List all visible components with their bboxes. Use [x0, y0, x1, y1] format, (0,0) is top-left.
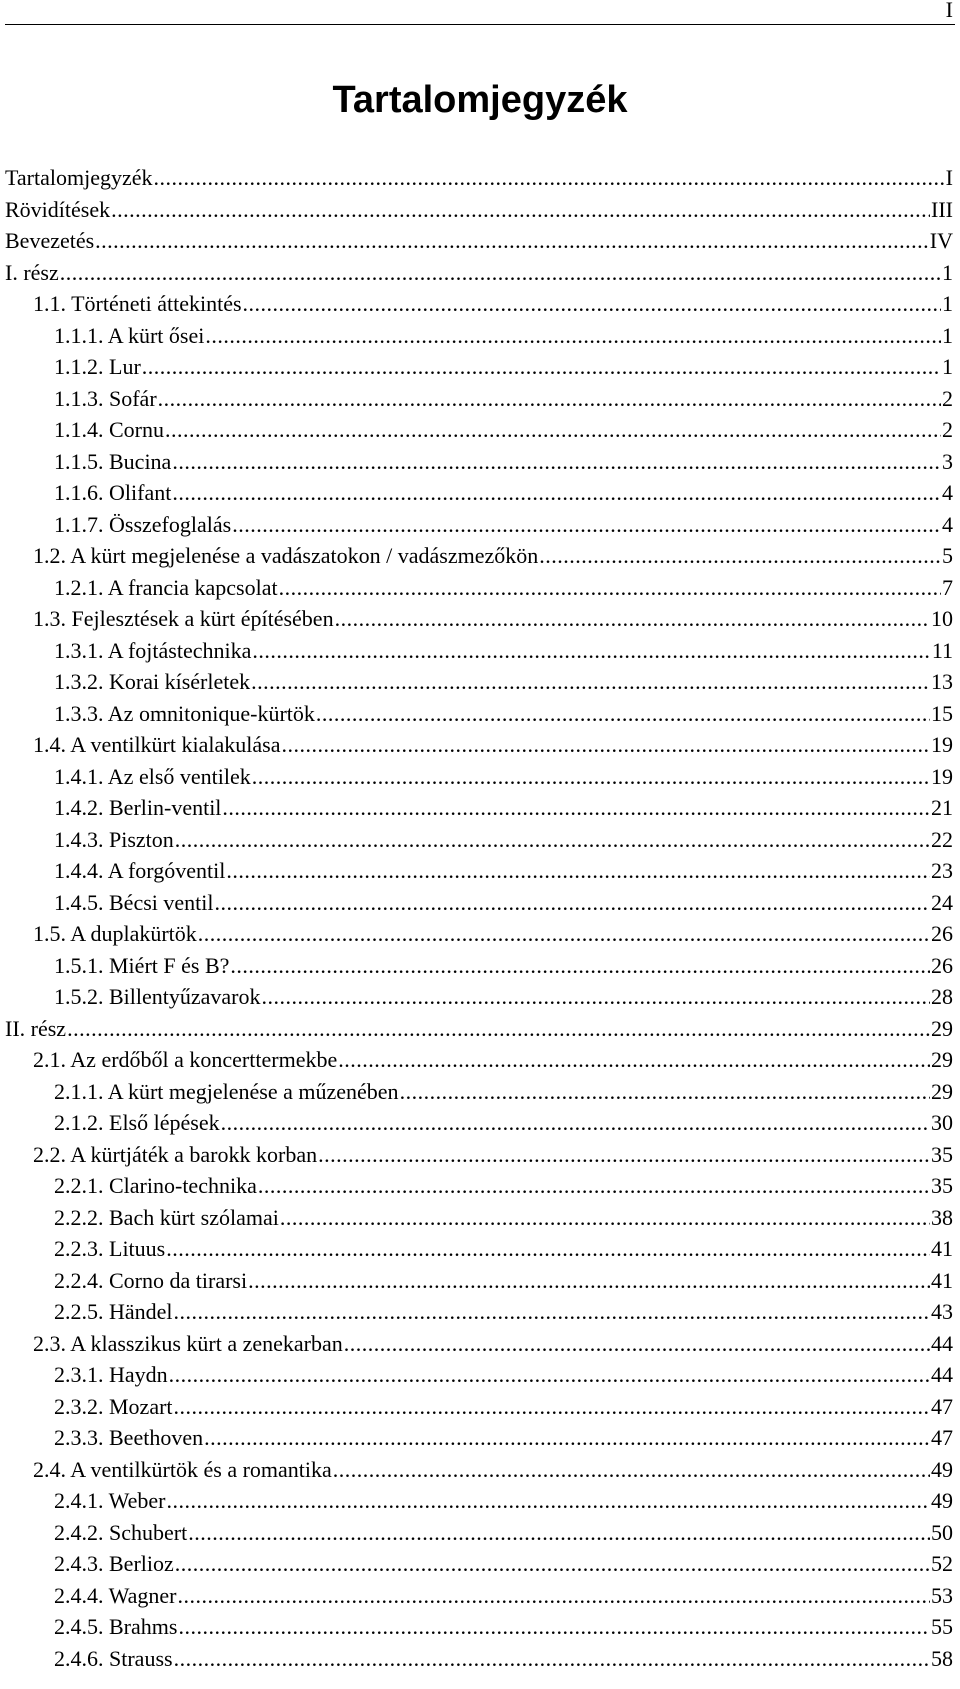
toc-entry-page: 49 — [931, 1456, 953, 1482]
toc-entry-page: 29 — [931, 1078, 953, 1104]
toc-entry[interactable] — [5, 666, 953, 698]
dot-leader — [142, 351, 941, 383]
dot-leader — [95, 225, 929, 257]
toc-entry[interactable] — [5, 194, 953, 226]
toc-entry-page: 1 — [942, 354, 953, 379]
toc-entry-page: 3 — [942, 448, 953, 474]
page-title: Tartalomjegyzék — [332, 79, 628, 121]
toc-entry-label: 1.4. A ventilkürt kialakulása — [33, 732, 281, 757]
toc-entry-label: 1.4.4. A forgóventil — [54, 858, 226, 883]
toc-entry-label: Bevezetés — [5, 228, 95, 253]
toc-entry-page: 44 — [931, 1330, 953, 1356]
dot-leader — [539, 540, 941, 572]
dot-leader — [400, 1076, 930, 1108]
dot-leader — [281, 729, 930, 761]
toc-entry-label: 2.1.1. A kürt megjelenése a műzenében — [54, 1078, 399, 1104]
toc-entry-label: 1.2.1. A francia kapcsolat — [54, 574, 278, 600]
dot-leader — [67, 1013, 930, 1045]
dot-leader — [178, 1611, 930, 1643]
toc-entry-page: 55 — [931, 1614, 953, 1639]
toc-entry[interactable] — [5, 1643, 953, 1675]
toc-entry-label: 1.1.5. Bucina — [54, 448, 172, 474]
dot-leader — [248, 1265, 930, 1297]
toc-entry[interactable] — [5, 950, 953, 982]
toc-entry-label: 2.4.1. Weber — [54, 1488, 166, 1513]
dot-leader — [175, 824, 930, 856]
toc-entry-page: 28 — [931, 984, 953, 1009]
toc-entry[interactable] — [5, 572, 953, 604]
toc-entry-page: 43 — [931, 1299, 953, 1324]
toc-entry-page: 19 — [931, 763, 953, 789]
toc-entry-page: 15 — [931, 700, 953, 726]
toc-entry-label: Rövidítések — [5, 196, 111, 222]
toc-entry-label: 2.3. A klasszikus kürt a zenekarban — [33, 1330, 343, 1356]
table-of-contents — [5, 162, 953, 1674]
toc-entry[interactable] — [5, 761, 953, 793]
toc-entry-page: 47 — [931, 1393, 953, 1419]
dot-leader — [243, 288, 941, 320]
toc-entry[interactable] — [5, 1107, 953, 1139]
dot-leader — [174, 1296, 930, 1328]
toc-entry[interactable] — [5, 446, 953, 478]
toc-entry-label: 1.5. A duplakürtök — [33, 921, 197, 946]
toc-entry-page: 26 — [931, 952, 953, 978]
dot-leader — [177, 1580, 930, 1612]
toc-entry-page: 53 — [931, 1582, 953, 1608]
toc-entry[interactable] — [5, 414, 953, 446]
toc-entry-page: 5 — [942, 543, 953, 568]
toc-entry-page: 30 — [931, 1110, 953, 1135]
dot-leader — [158, 383, 941, 415]
toc-entry[interactable] — [5, 1076, 953, 1108]
toc-entry[interactable] — [5, 509, 953, 541]
toc-entry-page: 29 — [931, 1015, 953, 1041]
toc-entry[interactable] — [5, 603, 953, 635]
toc-entry[interactable] — [5, 257, 953, 289]
toc-entry[interactable] — [5, 1517, 953, 1549]
toc-entry-label: 1.4.5. Bécsi ventil — [54, 889, 214, 915]
toc-entry[interactable] — [5, 855, 953, 887]
toc-entry-page: 11 — [931, 637, 953, 663]
toc-entry[interactable] — [5, 1265, 953, 1297]
dot-leader — [166, 1233, 930, 1265]
dot-leader — [333, 1454, 930, 1486]
toc-entry[interactable] — [5, 288, 953, 320]
dot-leader — [198, 918, 930, 950]
toc-entry-page: 47 — [931, 1425, 953, 1450]
toc-entry-label: 2.1.2. Első lépések — [54, 1110, 220, 1135]
dot-leader — [154, 162, 945, 194]
toc-entry[interactable] — [5, 1580, 953, 1612]
dot-leader — [188, 1517, 930, 1549]
dot-leader — [169, 1359, 930, 1391]
toc-entry-label: 1.5.2. Billentyűzavarok — [54, 984, 261, 1009]
toc-entry-label: 2.4.4. Wagner — [54, 1582, 177, 1608]
toc-entry-label: 1.1.4. Cornu — [54, 417, 164, 442]
toc-entry-label: 2.1. Az erdőből a koncerttermekbe — [33, 1047, 338, 1072]
toc-entry-label: 2.4.2. Schubert — [54, 1519, 188, 1545]
page-header — [5, 0, 955, 25]
toc-entry-label: 2.2. A kürtjáték a barokk korban — [33, 1141, 318, 1167]
dot-leader — [232, 509, 941, 541]
toc-entry[interactable] — [5, 1296, 953, 1328]
toc-entry-page: 22 — [931, 826, 953, 852]
toc-entry-label: 1.3. Fejlesztések a kürt építésében — [33, 606, 334, 631]
toc-entry-label: 2.3.3. Beethoven — [54, 1425, 204, 1450]
toc-entry-label: 2.2.1. Clarino-technika — [54, 1173, 257, 1198]
toc-entry-page: 29 — [931, 1047, 953, 1072]
toc-entry-label: 1.2. A kürt megjelenése a vadászatokon / vadászmezőkön — [33, 543, 539, 568]
toc-entry[interactable] — [5, 1233, 953, 1265]
dot-leader — [111, 194, 930, 226]
toc-entry-label: 2.3.1. Haydn — [54, 1362, 168, 1387]
toc-entry-page: I — [945, 165, 953, 190]
dot-leader — [344, 1328, 930, 1360]
toc-entry-label: 1.4.1. Az első ventilek — [54, 763, 251, 789]
toc-entry[interactable] — [5, 918, 953, 950]
toc-entry-page: 21 — [931, 795, 953, 820]
toc-entry-page: 41 — [931, 1267, 953, 1293]
toc-entry-page: 26 — [931, 921, 953, 946]
toc-entry-label: 1.1. Történeti áttekintés — [33, 291, 242, 316]
toc-entry-label: 2.2.3. Lituus — [54, 1236, 166, 1261]
toc-entry-label: 1.3.3. Az omnitonique-kürtök — [54, 700, 315, 726]
dot-leader — [174, 1391, 930, 1423]
toc-entry-page: 35 — [931, 1141, 953, 1167]
dot-leader — [172, 477, 941, 509]
toc-entry-label: Tartalomjegyzék — [5, 165, 153, 190]
dot-leader — [172, 446, 941, 478]
toc-entry-label: 2.4.3. Berlioz — [54, 1551, 174, 1576]
toc-entry[interactable] — [5, 477, 953, 509]
toc-entry-page: 44 — [931, 1362, 953, 1387]
dot-leader — [316, 698, 930, 730]
toc-entry-label: 1.1.2. Lur — [54, 354, 141, 379]
dot-leader — [279, 572, 941, 604]
toc-entry-label: 1.1.3. Sofár — [54, 385, 157, 411]
toc-entry-page: 13 — [931, 669, 953, 694]
toc-entry[interactable] — [5, 1485, 953, 1517]
toc-entry[interactable] — [5, 729, 953, 761]
toc-entry-page: 52 — [931, 1551, 953, 1576]
toc-entry-page: 10 — [931, 606, 953, 631]
toc-entry-page: 23 — [931, 858, 953, 883]
toc-entry-label: 1.1.7. Összefoglalás — [54, 511, 232, 537]
dot-leader — [205, 320, 941, 352]
toc-entry[interactable] — [5, 1170, 953, 1202]
toc-entry-page: 1 — [942, 322, 953, 348]
toc-entry[interactable] — [5, 1391, 953, 1423]
dot-leader — [252, 635, 930, 667]
dot-leader — [175, 1548, 930, 1580]
dot-leader — [60, 257, 941, 289]
toc-entry-label: 2.2.5. Händel — [54, 1299, 173, 1324]
dot-leader — [280, 1202, 930, 1234]
toc-entry[interactable] — [5, 383, 953, 415]
dot-leader — [258, 1170, 930, 1202]
toc-entry[interactable] — [5, 1454, 953, 1486]
toc-entry-label: 2.4.5. Brahms — [54, 1614, 178, 1639]
toc-entry[interactable] — [5, 887, 953, 919]
toc-entry-label: 2.2.2. Bach kürt szólamai — [54, 1204, 279, 1230]
toc-entry-label: 1.3.2. Korai kísérletek — [54, 669, 251, 694]
dot-leader — [335, 603, 930, 635]
toc-entry-page: III — [931, 196, 953, 222]
toc-entry[interactable] — [5, 698, 953, 730]
toc-entry-page: 19 — [931, 732, 953, 757]
toc-entry-page: 4 — [942, 480, 953, 505]
dot-leader — [174, 1643, 930, 1675]
dot-leader — [204, 1422, 930, 1454]
dot-leader — [262, 981, 930, 1013]
toc-entry[interactable] — [5, 1044, 953, 1076]
dot-leader — [318, 1139, 930, 1171]
toc-entry[interactable] — [5, 1328, 953, 1360]
dot-leader — [165, 414, 941, 446]
toc-entry-label: 1.3.1. A fojtástechnika — [54, 637, 252, 663]
toc-entry[interactable] — [5, 351, 953, 383]
toc-entry[interactable] — [5, 1548, 953, 1580]
toc-entry-page: 1 — [942, 259, 953, 285]
page-number: I — [945, 0, 953, 22]
toc-entry-page: 38 — [931, 1204, 953, 1230]
toc-entry-label: 1.1.1. A kürt ősei — [54, 322, 205, 348]
dot-leader — [166, 1485, 930, 1517]
toc-entry-page: 7 — [942, 574, 953, 600]
toc-entry-label: 1.4.2. Berlin-ventil — [54, 795, 222, 820]
toc-entry-page: 2 — [942, 417, 953, 442]
dot-leader — [251, 666, 930, 698]
toc-entry-label: 1.4.3. Piszton — [54, 826, 174, 852]
toc-entry-page: 49 — [931, 1488, 953, 1513]
toc-entry-page: 4 — [942, 511, 953, 537]
toc-entry[interactable] — [5, 792, 953, 824]
dot-leader — [214, 887, 930, 919]
toc-entry-label: 2.4.6. Strauss — [54, 1645, 173, 1671]
toc-entry-label: 1.1.6. Olifant — [54, 480, 172, 505]
toc-entry[interactable] — [5, 1422, 953, 1454]
dot-leader — [252, 761, 930, 793]
toc-entry-page: IV — [929, 228, 953, 253]
toc-entry[interactable] — [5, 1611, 953, 1643]
toc-entry[interactable] — [5, 981, 953, 1013]
toc-entry-label: 1.5.1. Miért F és B? — [54, 952, 230, 978]
dot-leader — [226, 855, 930, 887]
toc-entry-page: 58 — [931, 1645, 953, 1671]
toc-entry-label: II. rész — [5, 1015, 67, 1041]
toc-entry-page: 2 — [942, 385, 953, 411]
toc-entry-page: 50 — [931, 1519, 953, 1545]
toc-entry-page: 24 — [931, 889, 953, 915]
dot-leader — [221, 1107, 930, 1139]
dot-leader — [222, 792, 930, 824]
toc-entry[interactable] — [5, 1139, 953, 1171]
toc-entry-label: 2.4. A ventilkürtök és a romantika — [33, 1456, 332, 1482]
toc-entry-page: 41 — [931, 1236, 953, 1261]
toc-entry-label: 2.2.4. Corno da tirarsi — [54, 1267, 248, 1293]
toc-entry[interactable] — [5, 540, 953, 572]
dot-leader — [338, 1044, 930, 1076]
toc-entry-label: I. rész — [5, 259, 59, 285]
toc-entry[interactable] — [5, 225, 953, 257]
toc-entry[interactable] — [5, 1359, 953, 1391]
toc-entry[interactable] — [5, 320, 953, 352]
toc-entry-label: 2.3.2. Mozart — [54, 1393, 173, 1419]
toc-entry-page: 1 — [942, 291, 953, 316]
toc-entry[interactable] — [5, 635, 953, 667]
dot-leader — [230, 950, 930, 982]
toc-entry[interactable] — [5, 824, 953, 856]
toc-entry-page: 35 — [931, 1173, 953, 1198]
toc-entry[interactable] — [5, 162, 953, 194]
toc-entry[interactable] — [5, 1013, 953, 1045]
toc-entry[interactable] — [5, 1202, 953, 1234]
